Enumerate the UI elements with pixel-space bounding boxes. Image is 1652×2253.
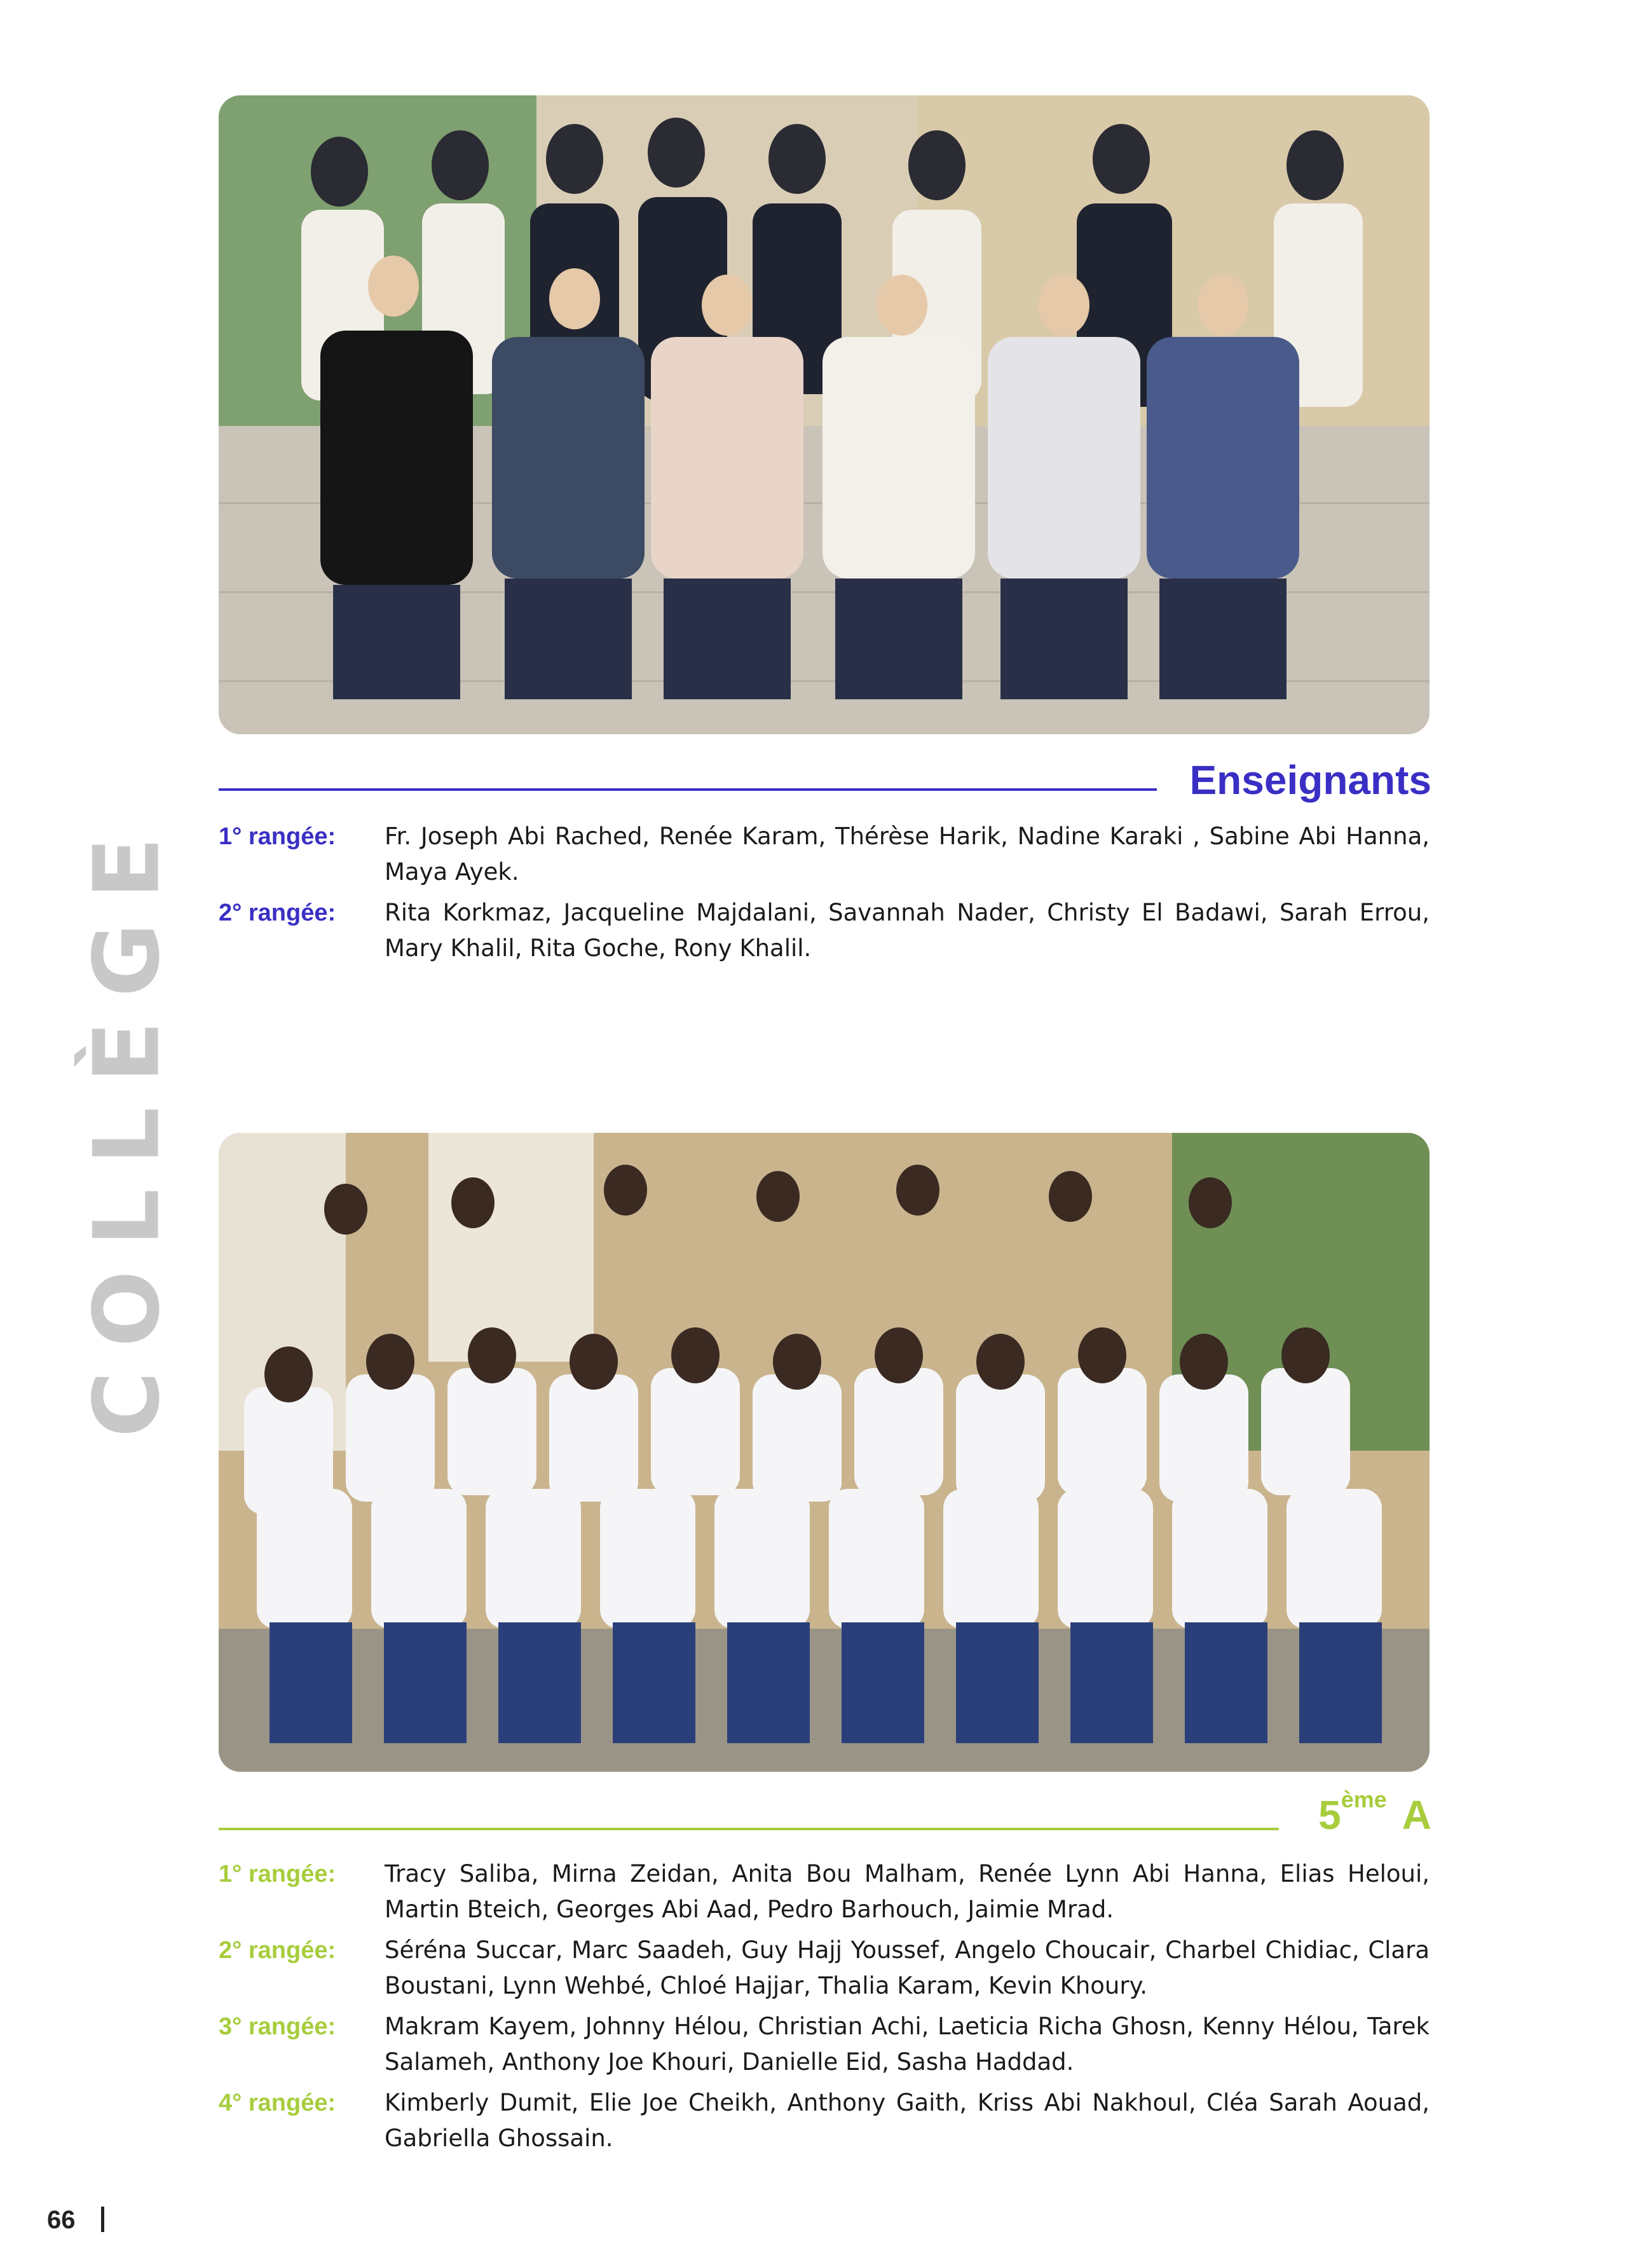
row-label: 2° rangée: xyxy=(219,1937,336,1964)
caption-row xyxy=(219,2009,1430,2080)
caption-row xyxy=(219,819,1430,890)
row-label: 2° rangée: xyxy=(219,900,336,926)
row-names: Tracy Saliba, Mirna Zeidan, Anita Bou Malham, Renée Lynn Abi Hanna, Elias Heloui, Martin Bteich, Georges Abi Aad, Pedro Barhouch, Jaimie Mrad. xyxy=(385,1860,1430,1923)
row-names: Kimberly Dumit, Elie Joe Cheikh, Anthony Gaith, Kriss Abi Nakhoul, Cléa Sarah Aouad, Gabriella Ghossain. xyxy=(385,2089,1430,2152)
row-label: 1° rangée: xyxy=(219,1861,336,1887)
teachers-photo xyxy=(219,95,1430,734)
row-names: Makram Kayem, Johnny Hélou, Christian Achi, Laeticia Richa Ghosn, Kenny Hélou, Tarek Salameh, Anthony Joe Khouri, Danielle Eid, Sasha Haddad. xyxy=(385,2013,1430,2076)
page-footer xyxy=(47,2206,104,2235)
row-names: Séréna Succar, Marc Saadeh, Guy Hajj Youssef, Angelo Choucair, Charbel Chidiac, Clara Boustani, Lynn Wehbé, Chloé Hajjar, Thalia Karam, Kevin Khoury. xyxy=(385,1936,1430,1999)
row-label: 1° rangée: xyxy=(219,823,336,850)
caption-row xyxy=(219,895,1430,966)
section-side-title: COLLÈGE xyxy=(74,812,180,1438)
row-label: 3° rangée: xyxy=(219,2013,336,2040)
teachers-title: Enseignants xyxy=(1189,757,1431,803)
class-divider xyxy=(219,1828,1279,1830)
class-photo xyxy=(219,1133,1430,1772)
class-title: 5ème A xyxy=(1318,1786,1431,1838)
caption-row xyxy=(219,1856,1430,1928)
teachers-caption xyxy=(219,819,1430,971)
class-caption xyxy=(219,1856,1430,2161)
row-names: Fr. Joseph Abi Rached, Renée Karam, Thérèse Harik, Nadine Karaki , Sabine Abi Hanna, Maya Ayek. xyxy=(385,823,1430,886)
row-label: 4° rangée: xyxy=(219,2090,336,2116)
row-names: Rita Korkmaz, Jacqueline Majdalani, Savannah Nader, Christy El Badawi, Sarah Errou, Mary Khalil, Rita Goche, Rony Khalil. xyxy=(385,899,1430,962)
caption-row xyxy=(219,2085,1430,2156)
page-number: 66 xyxy=(47,2206,76,2234)
caption-row xyxy=(219,1933,1430,2004)
footer-divider xyxy=(101,2207,104,2232)
teachers-divider xyxy=(219,788,1157,791)
